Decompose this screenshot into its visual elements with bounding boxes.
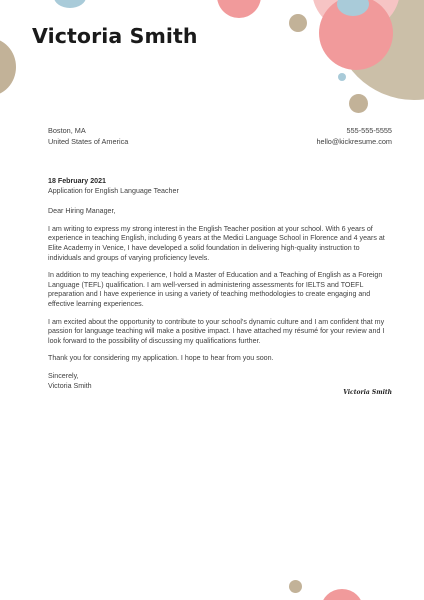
- decor-circle-pink-top: [217, 0, 261, 18]
- paragraph-motivation: I am excited about the opportunity to contribute to your school's dynamic culture and I am confident that my passion for language teaching will make a positive impact. I have attached my résumé for your review and I look forward to the possibility of discussing my qualifications further.: [48, 317, 385, 345]
- decor-circle-tan-bottom: [289, 580, 302, 593]
- signature: Victoria Smith: [343, 389, 392, 396]
- salutation: Dear Hiring Manager,: [48, 207, 116, 216]
- letter-body: [48, 177, 388, 391]
- letter-subject: Application for English Language Teacher: [48, 186, 179, 195]
- decor-circle-tan-small: [289, 14, 307, 32]
- decor-circle-tan-left: [0, 38, 16, 96]
- closing-block: [48, 372, 388, 391]
- address-country: United States of America: [48, 136, 129, 146]
- paragraph-intro: I am writing to express my strong interest in the English Teacher position at your school. With 6 years of experience in teaching English, including 6 years at the Medici Language School in Florence and 4 years at Elite Academy in Venice, I have developed a solid foundation in delivering high-quality instruction to individuals and groups of varying proficiency levels.: [48, 224, 385, 262]
- contact-block: [316, 126, 392, 147]
- letter-date: 18 February 2021: [48, 177, 106, 185]
- decor-circle-blue-dot: [338, 73, 346, 81]
- address-city: Boston, MA: [48, 126, 86, 135]
- applicant-name: Victoria Smith: [32, 24, 198, 48]
- decor-circle-blue-topleft: [54, 0, 86, 8]
- closing: Sincerely,: [48, 371, 79, 380]
- paragraph-qualifications: In addition to my teaching experience, I hold a Master of Education and a Teaching of English as a Foreign Language (TEFL) qualification. I am well-versed in administering assessments for IELTS and TOEFL preparation and I have experience in using a variety of teaching methodologies to create engaging and effective learning experiences.: [48, 271, 383, 308]
- phone-number: 555-555-5555: [346, 126, 392, 135]
- decor-circle-pink-bottom: [321, 589, 363, 600]
- closing-name: Victoria Smith: [48, 381, 92, 390]
- letter-header: [48, 177, 388, 196]
- paragraph-thanks: Thank you for considering my application. I hope to hear from you soon.: [48, 354, 274, 363]
- address-block: [48, 126, 128, 147]
- email-address: hello@kickresume.com: [316, 136, 392, 146]
- decor-circle-tan-mid: [349, 94, 368, 113]
